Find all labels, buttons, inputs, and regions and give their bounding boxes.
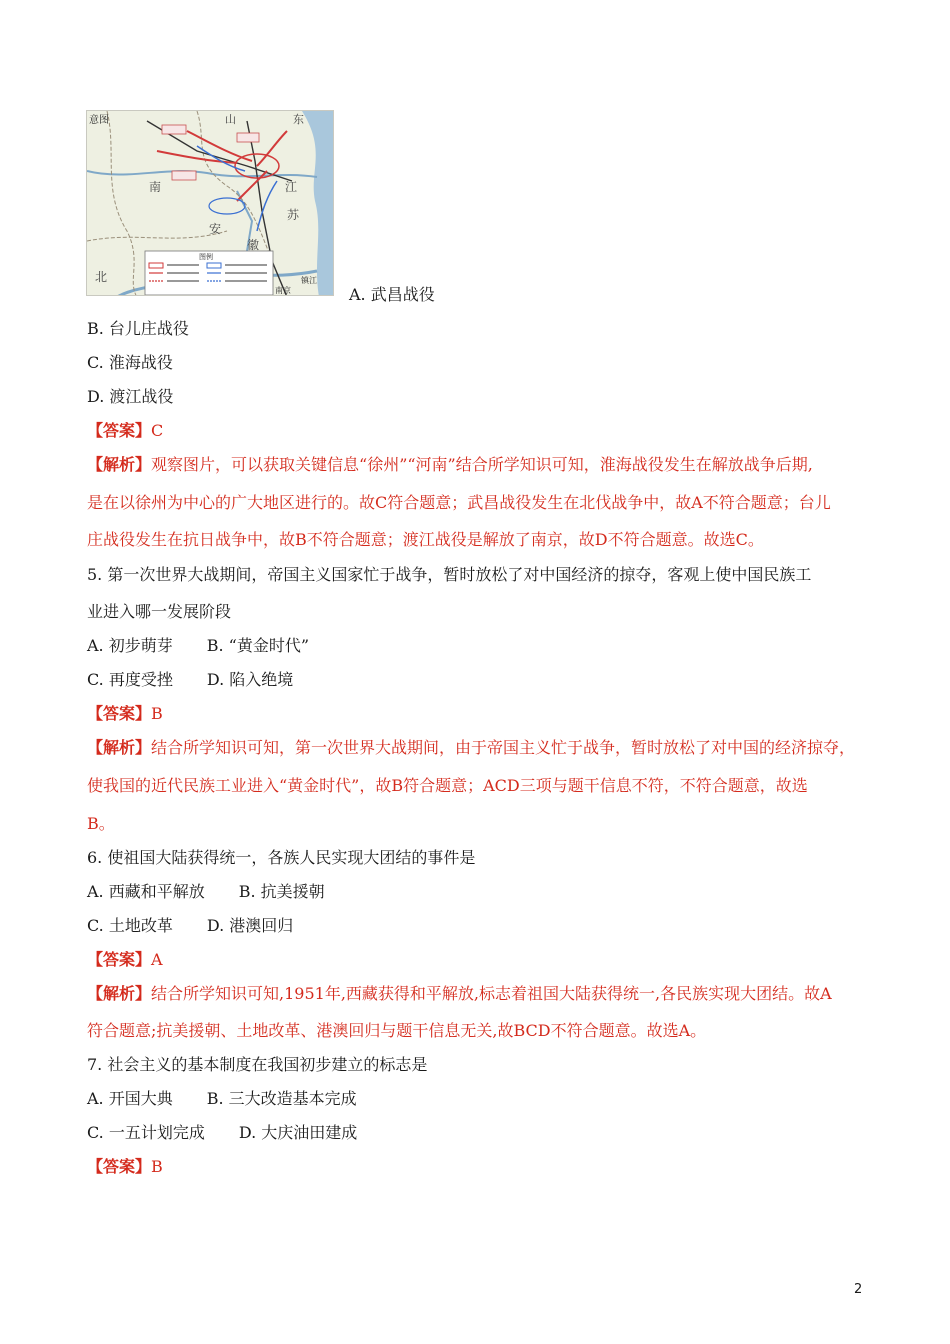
q5-stem-line: 业进入哪一发展阶段 (87, 602, 232, 621)
q5-stem-line: 5. 第一次世界大战期间，帝国主义国家忙于战争，暂时放松了对中国经济的掠夺，客观上使中国民族工 (87, 565, 812, 584)
map-label: 北 (95, 270, 108, 284)
q6-option-a: A. 西藏和平解放 (87, 882, 205, 901)
q5-analysis-line: B。 (87, 814, 115, 833)
q5-options-row (87, 636, 309, 656)
analysis-text: 观察图片，可以获取关键信息“徐州”“河南”结合所学知识可知，淮海战役发生在解放战争后期, (151, 455, 813, 474)
q5-analysis-line: 使我国的近代民族工业进入“黄金时代”，故B符合题意；ACD三项与题干信息不符，不符合题意，故选 (87, 776, 808, 795)
map-legend-title: 图例 (199, 253, 213, 261)
map-label: 安 (209, 222, 222, 236)
analysis-text: 结合所学知识可知，第一次世界大战期间，由于帝国主义忙于战争，暂时放松了对中国的经济掠夺， (151, 738, 856, 757)
map-label: 镇江 (301, 276, 317, 285)
q7-option-a: A. 开国大典 (87, 1089, 173, 1108)
map-label: 山 (225, 113, 236, 126)
battle-map-drawing (87, 111, 334, 296)
answer-value: C (151, 421, 164, 440)
q7-answer (87, 1157, 163, 1177)
map-label: 苏 (287, 208, 300, 222)
q4-option-b: B. 台儿庄战役 (87, 319, 189, 338)
battle-map-image (86, 110, 334, 296)
q4-option-d: D. 渡江战役 (87, 387, 174, 406)
q5-options-row (87, 670, 293, 690)
q4-analysis-line (87, 455, 813, 475)
answer-tag: 【答案】 (87, 704, 152, 723)
q6-stem: 6. 使祖国大陆获得统一，各族人民实现大团结的事件是 (87, 848, 476, 867)
q7-option-d: D. 大庆油田建成 (238, 1123, 358, 1142)
q7-option-b: B. 三大改造基本完成 (206, 1089, 357, 1108)
map-label: 东 (293, 113, 304, 126)
map-label: 南 (149, 180, 162, 194)
q5-option-d: D. 陷入绝境 (206, 670, 294, 689)
q5-analysis-line (87, 738, 855, 758)
map-label: 江 (285, 180, 298, 194)
q6-options-row (87, 916, 293, 936)
q6-option-d: D. 港澳回归 (206, 916, 294, 935)
map-title-fragment: 意图 (89, 115, 109, 126)
q5-option-b: B. “黄金时代” (206, 636, 310, 655)
answer-tag: 【答案】 (87, 421, 152, 440)
answer-tag: 【答案】 (87, 950, 152, 969)
analysis-tag: 【解析】 (87, 455, 152, 474)
answer-tag: 【答案】 (87, 1157, 152, 1176)
q6-analysis-line (87, 984, 832, 1004)
q6-answer (87, 950, 163, 970)
answer-value: B (151, 1157, 163, 1176)
q6-analysis-line: 符合题意;抗美援朝、土地改革、港澳回归与题干信息无关,故BCD不符合题意。故选A。 (87, 1021, 707, 1040)
map-label: 南京 (275, 286, 291, 295)
q7-options-row (87, 1123, 357, 1143)
analysis-text: 结合所学知识可知,1951年,西藏获得和平解放,标志着祖国大陆获得统一,各民族实现大团结。故A (151, 984, 832, 1003)
q5-option-c: C. 再度受挫 (87, 670, 173, 689)
answer-value: A (151, 950, 163, 969)
analysis-tag: 【解析】 (87, 738, 152, 757)
q7-option-c: C. 一五计划完成 (87, 1123, 205, 1142)
q5-option-a: A. 初步萌芽 (87, 636, 173, 655)
q4-option-a: A. 武昌战役 (349, 285, 435, 304)
q4-answer (87, 421, 163, 441)
q4-analysis-line: 是在以徐州为中心的广大地区进行的。故C符合题意；武昌战役发生在北伐战争中，故A不符合题意；台儿 (87, 493, 831, 512)
q4-analysis-line: 庄战役发生在抗日战争中，故B不符合题意；渡江战役是解放了南京，故D不符合题意。故选C。 (87, 530, 764, 549)
q6-option-b: B. 抗美援朝 (238, 882, 325, 901)
analysis-tag: 【解析】 (87, 984, 152, 1003)
q6-options-row (87, 882, 325, 902)
q7-stem: 7. 社会主义的基本制度在我国初步建立的标志是 (87, 1055, 428, 1074)
page-number: 2 (854, 1282, 863, 1297)
q5-answer (87, 704, 163, 724)
q6-option-c: C. 土地改革 (87, 916, 173, 935)
q7-options-row (87, 1089, 357, 1109)
q4-option-c: C. 淮海战役 (87, 353, 173, 372)
answer-value: B (151, 704, 163, 723)
map-label: 徽 (247, 238, 260, 252)
